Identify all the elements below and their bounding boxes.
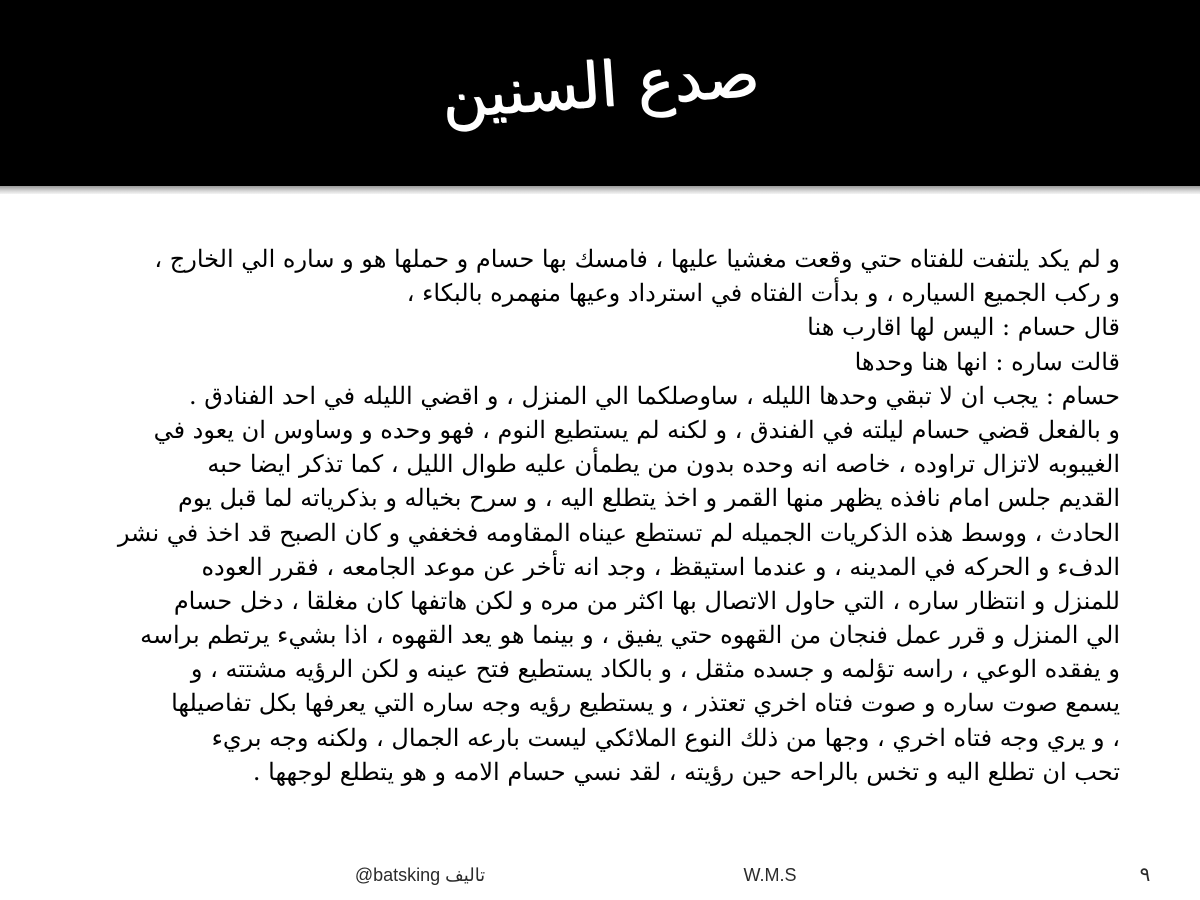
text-line: و بالفعل قضي حسام ليلته في الفندق ، و لكنه لم يستطيع النوم ، فهو وحده و وساوس ان يعود في bbox=[153, 415, 1120, 444]
text-line: قالت ساره : انها هنا وحدها bbox=[854, 347, 1120, 376]
text-line: الي المنزل و قرر عمل فنجان من القهوه حتي يفيق ، و بينما هو يعد القهوه ، اذا بشيء يرتطم براسه bbox=[140, 621, 1120, 650]
text-line: حسام : يجب ان لا تبقي وحدها الليله ، ساوصلكما الي المنزل ، و اقضي الليله في احد الفنادق . bbox=[189, 381, 1120, 410]
footer-text: W.M.S bbox=[743, 865, 797, 885]
text-line: الدفء و الحركه في المدينه ، و عندما استيقظ ، وجد انه تأخر عن موعد الجامعه ، فقرر العوده bbox=[201, 552, 1120, 581]
text-line: ، و يري وجه فتاه اخري ، وجها من ذلك النوع الملائكي ليست بارعه الجمال ، ولكنه وجه بريء bbox=[211, 723, 1120, 752]
text-line: قال حسام : اليس لها اقارب هنا bbox=[807, 313, 1120, 342]
text-line: الحادث ، ووسط هذه الذكريات الجميله لم تستطع عيناه المقاومه فخغفي و كان الصبح قد اخذ في نشر bbox=[117, 518, 1120, 547]
text-line: للمنزل و انتظار ساره ، التي حاول الاتصال بها اكثر من مره و لكن هاتفها كان مغلقا ، دخل حسام bbox=[173, 586, 1120, 615]
text-line: تحب ان تطلع اليه و تخس بالراحه حين رؤيته ، لقد نسي حسام الامه و هو يتطلع لوجهها . bbox=[252, 757, 1120, 786]
footer-author: @batsking تاليف bbox=[354, 865, 486, 885]
body-text bbox=[60, 242, 1120, 827]
title-divider bbox=[0, 186, 1200, 194]
text-line: الغيبوبه لاتزال تراوده ، خاصه انه وحده بدون من يطمأن عليه طوال الليل ، كما تذكر ايضا حبه bbox=[207, 450, 1120, 479]
slide-title: صدع السنين bbox=[438, 37, 762, 133]
text-line: و لم يكد يلتفت للفتاه حتي وقعت مغشيا عليها ، فامسك بها حسام و حملها هو و ساره الي الخارج ، bbox=[154, 245, 1120, 273]
text-line: و يفقده الوعي ، راسه تؤلمه و جسده مثقل ، و بالكاد يستطيع فتح عينه و لكن الرؤيه مشتته ، و bbox=[190, 655, 1120, 684]
text-line: و ركب الجميع السياره ، و بدأت الفتاه في استرداد وعيها منهمره بالبكاء ، bbox=[406, 279, 1120, 308]
page-number: ٩ bbox=[1139, 864, 1151, 886]
title-banner bbox=[0, 0, 1200, 186]
text-line: القديم جلس امام نافذه يظهر منها القمر و اخذ يتطلع اليه ، و سرح بخياله و بذكرياته لما قبل يوم bbox=[177, 484, 1120, 513]
text-line: يسمع صوت ساره و صوت فتاه اخري تعتذر ، و يستطيع رؤيه وجه ساره التي يعرفها بكل تفاصيلها bbox=[171, 689, 1120, 718]
